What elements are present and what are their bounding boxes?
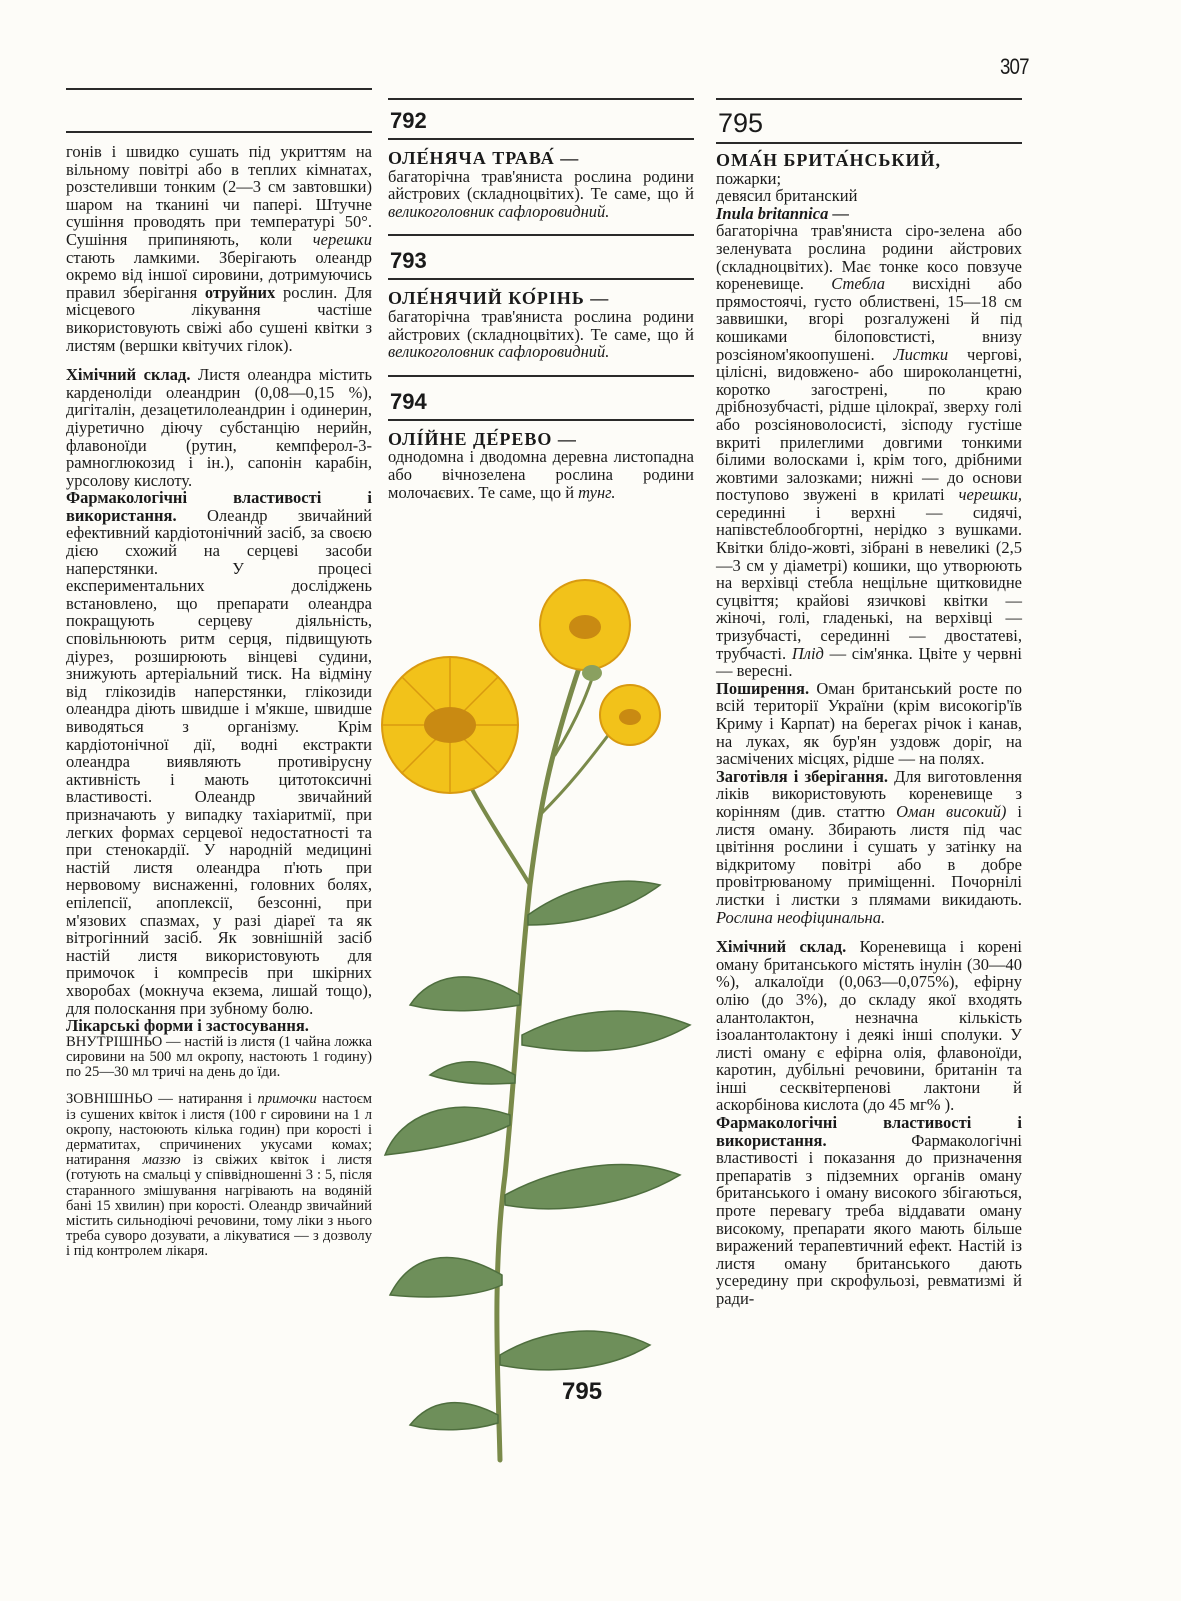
entry-number-794: 794 bbox=[390, 388, 427, 414]
entry-792-top-rule bbox=[388, 98, 694, 100]
inula-distribution: Поширення. Оман британський росте по всій території України (крім високогір'їв Криму і Карпат) на берегах річок і канав, на луках, як бур'ян уздовж доріг, на засмічених місцях, рідше — на полях. bbox=[716, 678, 1022, 769]
column1-top-rule bbox=[66, 88, 372, 90]
inula-pharmacology: Фармакологічні властивості і використання. Фармакологічні властивості і показання до призначення препаратів з підземних органів оману британського і оману високого збігаються, проте перевагу треба віддавати оману високому, препарати якого мають більше виражений терапевтичний ефект. Настій із листя оману британського дають усередину при скрофульозі, ревматизмі й ради- bbox=[716, 1113, 1022, 1308]
entry-794: ОЛІ́ЙНЕ ДЕ́РЕВО — однодомна і дводомна деревна листопадна або вічнозелена рослина родини молочаєвих. Те саме, що й тунг. bbox=[388, 428, 694, 502]
upper-flower-head bbox=[540, 580, 630, 670]
entry-number-793: 793 bbox=[390, 248, 427, 274]
oleander-forms-heading: Лікарські форми і застосування. bbox=[66, 1016, 309, 1036]
bud bbox=[582, 665, 602, 681]
entry-793-rule bbox=[388, 278, 694, 280]
large-flower-head bbox=[382, 657, 518, 793]
inula-britannica-illustration bbox=[380, 555, 710, 1475]
oleander-chemistry-paragraph: Хімічний склад. Листя олеандра містить карденоліди олеандрин (0,08—0,15 %), дигіталін, дезацетилолеандрин і одинерин, діуретично діючу субстанцію нерийн, флавоноїди (рутин, кемпферол-3-рамноглюкозид і ін.), сапонін карабін, урсолову кислоту. bbox=[66, 365, 372, 490]
oleander-internal-use: ВНУТРІШНЬО — настій із листя (1 чайна ложка сировини на 500 мл окропу, настоють 1 годину) по 25—30 мл тричі на день до їди. bbox=[66, 1033, 372, 1081]
figure-label: 795 bbox=[562, 1378, 603, 1405]
entry-795-headword: ОМА́Н БРИТА́НСЬКИЙ, bbox=[716, 150, 941, 170]
column-2 bbox=[388, 98, 694, 501]
column-1 bbox=[66, 143, 372, 1260]
entry-795-rule bbox=[716, 142, 1022, 144]
entry-number-795: 795 bbox=[718, 108, 764, 138]
oleander-drying-paragraph: гонів і швидко сушать під укриттям на вільному повітрі або в теплих кімнатах, розстеливши тонким (2—3 см завтовшки) шаром на тканині чи папері. Штучне сушіння проводять при температурі 50°. Сушіння припиняють, коли черешки стають ламкими. Зберігають олеандр окремо від іншої сировини, дотримуючись правил зберігання отруйних рослин. Для місцевого лікування частіше використовують свіжі або сушені квітки з листям (вершки квітучих гілок). bbox=[66, 142, 372, 355]
synonym-russian: девясил британский bbox=[716, 186, 858, 206]
entry-793: ОЛЕ́НЯЧИЙ КО́РІНЬ — багаторічна трав'яниста рослина родини айстрових (складноцвітих). Те саме, що й великоголовник сафлоровидний. bbox=[388, 288, 694, 362]
entry-795-top-rule bbox=[716, 98, 1022, 100]
entry-793-top-rule bbox=[388, 234, 694, 236]
entry-792: ОЛЕ́НЯЧА ТРАВА́ — багаторічна трав'яниста рослина родини айстрових (складноцвітих). Те саме, що й великоголовник сафлоровидний. bbox=[388, 148, 694, 221]
entry-792-rule bbox=[388, 138, 694, 140]
entry-794-rule bbox=[388, 419, 694, 421]
page-number: 307 bbox=[1000, 54, 1029, 79]
latin-name: Inula britannica — bbox=[716, 203, 849, 223]
oleander-pharmacology-paragraph: Фармакологічні властивості і використання. Олеандр звичайний ефективний кардіотонічний засіб, за своєю дією схожий на серцеві засоби наперстянки. У процесі експериментальних досліджень встановлено, що препарати олеандра покращують серцеву діяльність, сповільнюють ритм серця, підвищують діурез, розширюють вінцеві судини, знижують артеріальний тиск. На відміну від глікозидів наперстянки, глікозиди олеандра діють швидше і м'якше, швидше виводяться з організму. Крім кардіотонічної дії, водні екстракти олеандра виявляють противірусну активність і мають цитотоксичні властивості. Олеандр звичайний призначають у випадку тахіаритмії, при легких формах серцевої недостатності та при стенокардії. У народній медицині настій листя олеандра п'ють при нервовому виснаженні, головних болях, епілепсії, апоплексії, безсонні, при м'язових спазмах, у разі діареї та як вітрогінний засіб. Як зовнішній засіб настій листя використовують для примочок і компресів при шкірних хворобах (мокнуча екзема, лишай тощо), для полоскання при зубному болю. bbox=[66, 488, 372, 1018]
inula-harvesting: Заготівля і зберігання. Для виготовлення ліків використовують кореневище з корінням (див. статтю Оман високий) і листя оману. Збирають листя під час цвітіння рослини і сушать у затінку на відкритому повітрі або в добре провітрюваному приміщенні. Почорнілі листки і листки з плямами викидають. Рослина неофіцинальна. bbox=[716, 766, 1022, 927]
oleander-external-use: ЗОВНІШНЬО — натирання і примочки настоєм із сушених квіток і листя (100 г сировини на 1 л окропу, настоюють кілька годин) при короcті і дерматитах, спричинених укусами комах; натирання маззю із свіжих квіток і листя (готують на смальці у співвідношенні 3 : 5, після старанного змішування нагрівають на водяній бані 15 хвилин) при короcті. Олеандр звичайний містить сильнодіючі речовини, тому ліки з нього треба суворо дозувати, а лікуватися — з дозволу і під контролем лікаря. bbox=[66, 1091, 372, 1260]
entry-794-top-rule bbox=[388, 375, 694, 377]
inula-chemistry: Хімічний склад. Кореневища і корені оману британського містять інулін (30—40 %), алкалоїди (0,063—0,075%), ефірну олію (до 3%), до складу якої входять алантолактон, незначна кількість ізоалантолактону і деякі інші сполуки. У листі оману є ефірна олія, флавоноїди, каротин, дубільні речовини, британін та інші сесквітерпенові лактони й аскорбінова кислота (до 45 мг% ). bbox=[716, 937, 1022, 1115]
column-3 bbox=[716, 98, 1022, 1308]
side-flower-head bbox=[600, 685, 660, 745]
inula-description: багаторічна трав'яниста сіро-зелена або зеленувата рослина родини айстрових (складноцвітих). Має тонке косо повзуче кореневище. Стебла висхідні або прямостоячі, густо облиствені, 15—18 см заввишки, вгорі розгалужені й під кошиками білоповстисті, внизу розсіяном'якоопушені. Листки чергові, цілісні, видовжено- або широколанцетні, коротко загострені, по краю дрібнозубчасті, рідше цілокраї, зверху голі або розсіяноволосисті, зісподу густіше вкриті прилеглими довгими тонкими білими волосками і, крім того, дрібними жовтими залозками; нижні — до основи поступово звужені в крилаті черешки, серединні і верхні — сидячі, напівстеблообгортні, нерідко з вушками. Квітки блідо-жовті, зібрані в невеликі (2,5—3 см у діаметрі) кошики, що утворюють на верхівці стебла нещільне щитковидне суцвіття; крайові язичкові квітки — жіночі, голі, гладенькі, на верхівці — тризубчасті, серединні — двостатеві, трубчасті. Плід — сім'янка. Цвіте у червні — вересні. bbox=[716, 221, 1023, 681]
leaves bbox=[385, 881, 690, 1430]
synonym-ukrainian: пожарки; bbox=[716, 168, 782, 188]
entry-number-792: 792 bbox=[390, 108, 427, 133]
column1-second-rule bbox=[66, 131, 372, 133]
